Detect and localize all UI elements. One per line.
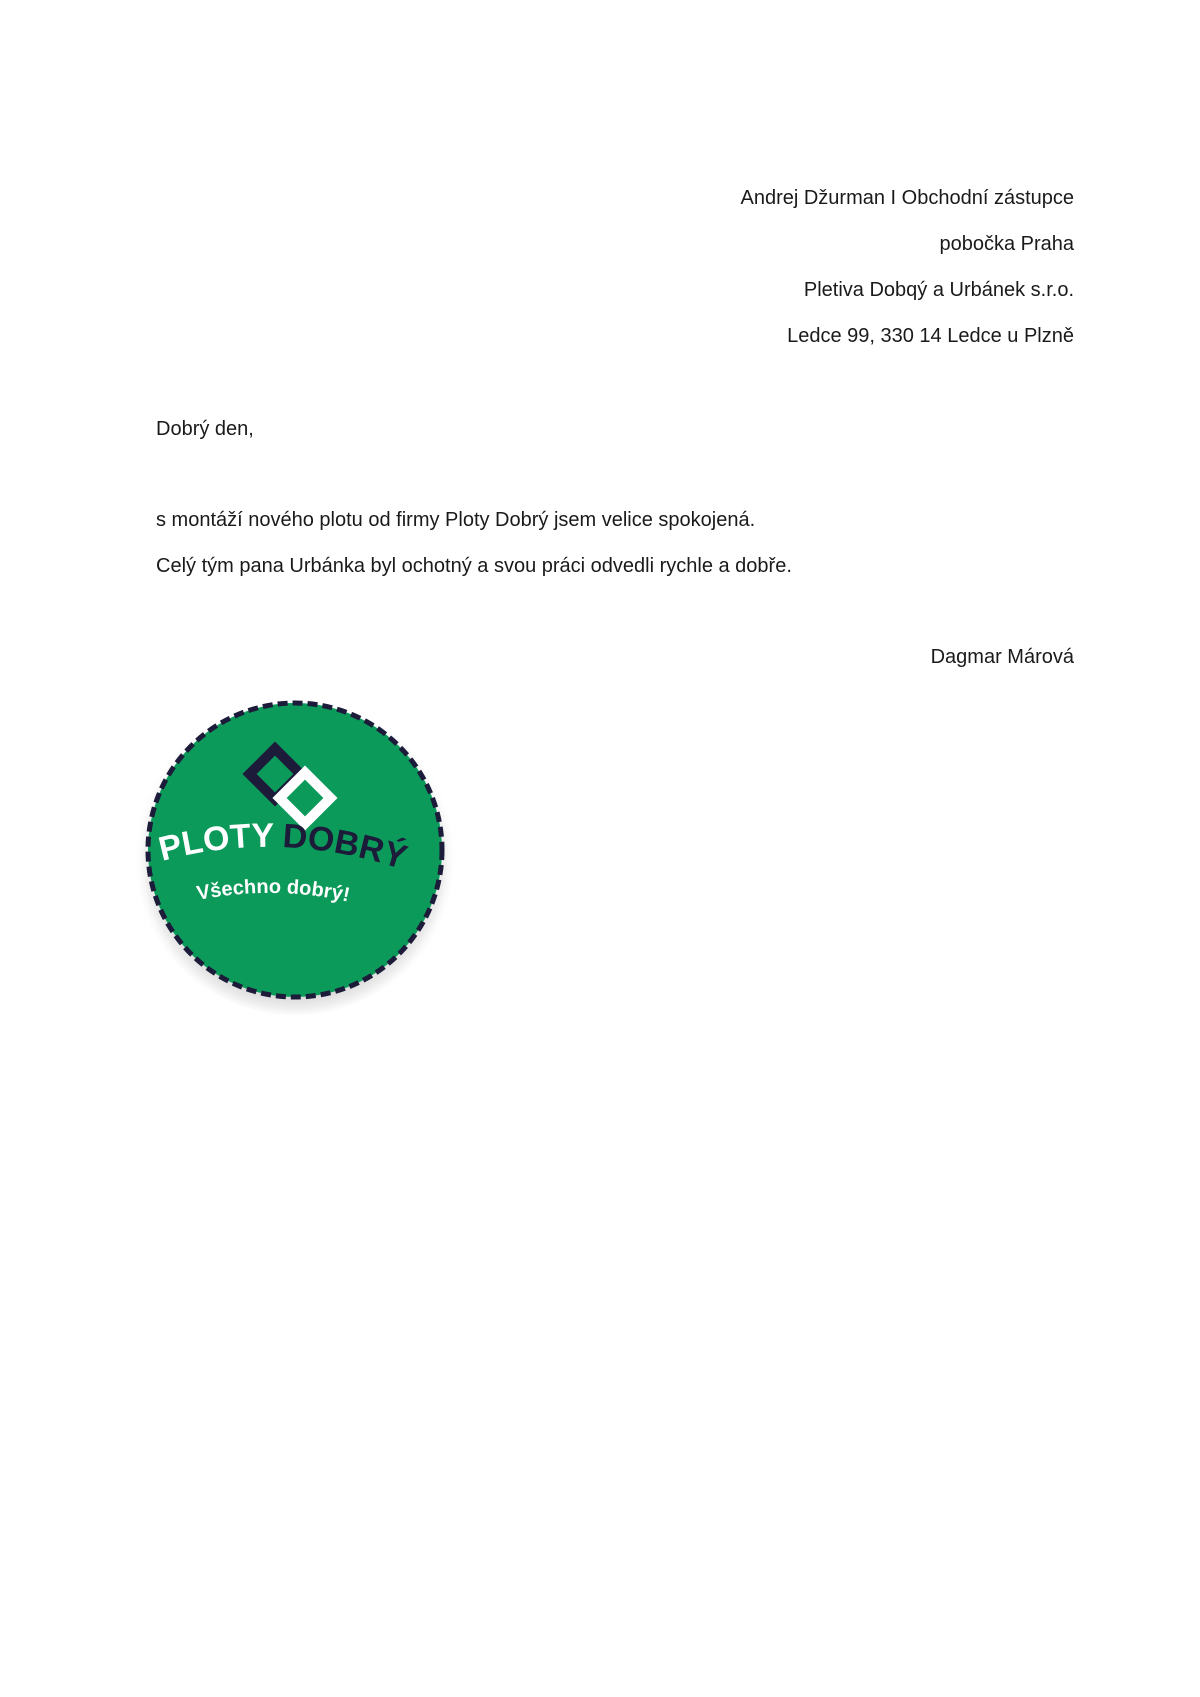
signature: Dagmar Márová xyxy=(930,646,1074,668)
stamp-brand-text: PLOTY DOBRÝ xyxy=(154,816,412,877)
sender-name-title: Andrej Džurman I Obchodní zástupce xyxy=(740,187,1074,209)
sender-branch: pobočka Praha xyxy=(939,233,1074,255)
greeting: Dobrý den, xyxy=(156,418,254,440)
stamp-graphic xyxy=(130,685,460,1015)
body-line-1: s montáží nového plotu od firmy Ploty Dobrý jsem velice spokojená. xyxy=(156,509,756,531)
sender-address-block xyxy=(740,181,1074,365)
body-line-2: Celý tým pana Urbánka byl ochotný a svou práci odvedli rychle a dobře. xyxy=(156,555,792,577)
company-stamp xyxy=(130,685,460,1015)
sender-address: Ledce 99, 330 14 Ledce u Plzně xyxy=(787,325,1074,347)
stamp-slogan: Všechno dobrý! xyxy=(195,875,352,907)
letter-body xyxy=(156,503,792,595)
sender-company: Pletiva Dobqý a Urbánek s.r.o. xyxy=(803,279,1074,301)
